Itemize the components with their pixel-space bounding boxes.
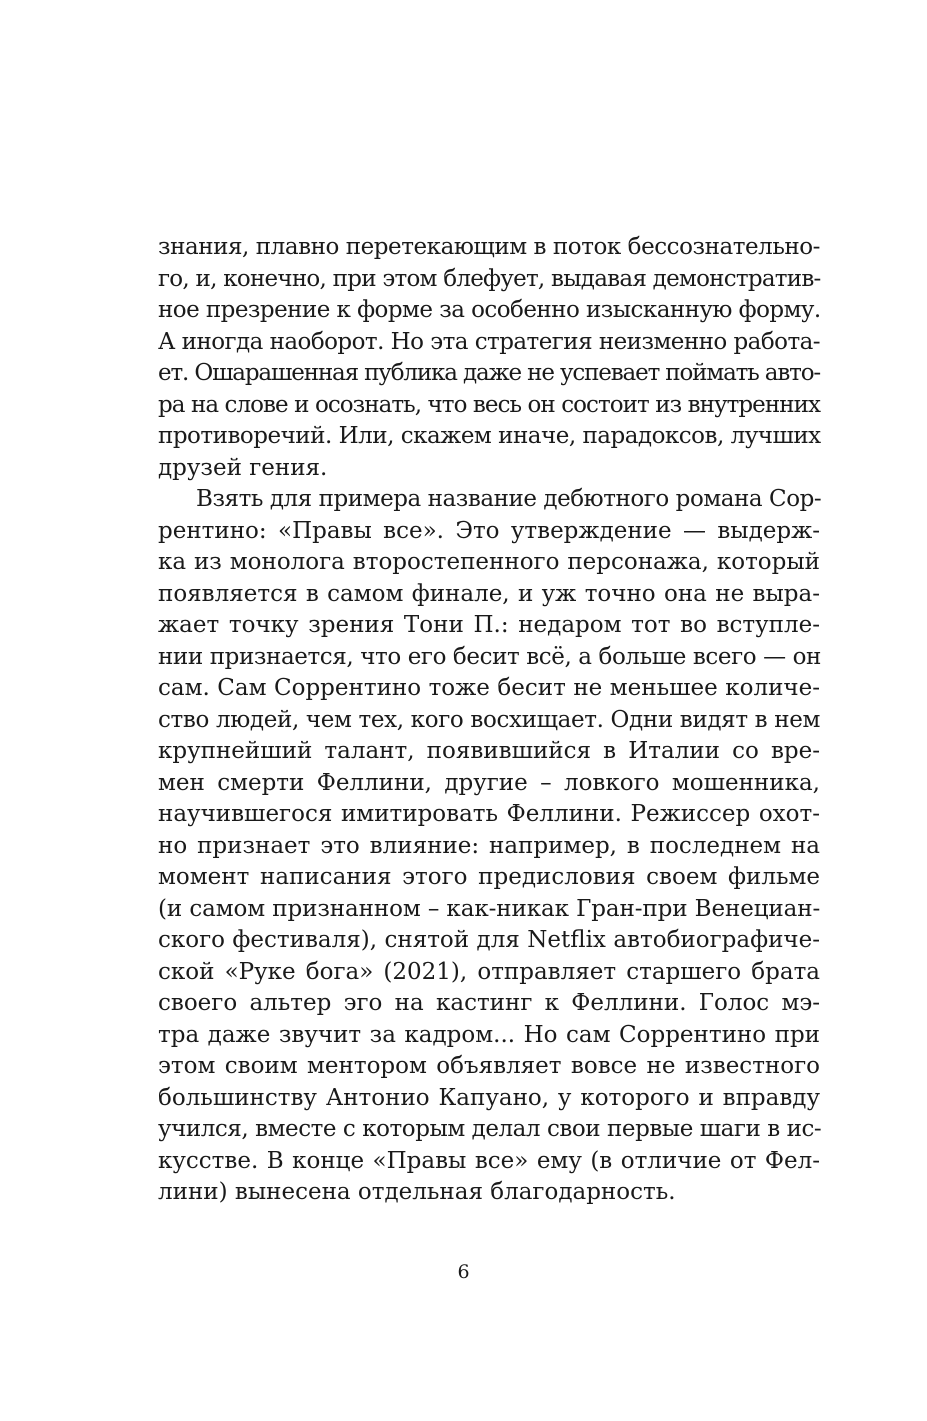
page-number: 6 xyxy=(457,1261,470,1283)
text-line: ской «Руке бога» (2021), отправляет старшего брата xyxy=(158,958,820,985)
text-line: ство людей, чем тех, кого восхищает. Одни видят в нем xyxy=(158,706,820,733)
text-line: научившегося имитировать Феллини. Режиссер охот- xyxy=(158,801,820,827)
text-line: сам. Сам Соррентино тоже бесит не меньшее количе- xyxy=(158,675,820,701)
body-text xyxy=(158,232,820,1209)
text-line: Взять для примера название дебютного романа Сор- xyxy=(196,486,822,512)
text-line: но признает это влияние: например, в последнем на xyxy=(158,832,820,859)
text-line: ра на слове и осознать, что весь он состоит из внутренних xyxy=(158,391,820,418)
text-line: ное презрение к форме за особенно изысканную форму. xyxy=(158,297,821,323)
paragraph-2 xyxy=(158,484,820,1209)
paragraph-1 xyxy=(158,232,820,484)
text-line: лини) вынесена отдельная благодарность. xyxy=(158,1179,676,1205)
text-line: своего альтер эго на кастинг к Феллини. Голос мэ- xyxy=(158,990,820,1016)
text-line: нии признается, что его бесит всё, а больше всего — он xyxy=(158,643,821,670)
text-line: противоречий. Или, скажем иначе, парадоксов, лучших xyxy=(158,423,821,449)
text-line: знания, плавно перетекающим в поток бессознательно- xyxy=(158,234,820,260)
text-line: ского фестиваля), снятой для Netflix автобиографиче- xyxy=(158,927,820,953)
text-line: жает точку зрения Тони П.: недаром тот во вступле- xyxy=(158,612,820,638)
text-line: (и самом признанном – как-никак Гран-при Венециан- xyxy=(158,895,821,922)
text-line: го, и, конечно, при этом блефует, выдавая демонстратив- xyxy=(158,265,821,292)
text-line: появляется в самом финале, и уж точно она не выра- xyxy=(158,580,820,607)
text-line: рентино: «Правы все». Это утверждение — выдерж- xyxy=(158,517,820,544)
text-line: тра даже звучит за кадром... Но сам Соррентино при xyxy=(158,1021,820,1048)
text-line: учился, вместе с которым делал свои первые шаги в ис- xyxy=(158,1116,822,1142)
text-line: этом своим ментором объявляет вовсе не известного xyxy=(158,1053,820,1079)
text-line: А иногда наоборот. Но эта стратегия неизменно работа- xyxy=(158,328,820,355)
text-line: крупнейший талант, появившийся в Италии со вре- xyxy=(158,738,820,764)
text-line: ет. Ошарашенная публика даже не успевает поймать авто- xyxy=(158,360,821,386)
text-line: момент написания этого предисловия своем фильме xyxy=(158,864,820,890)
text-line: мен смерти Феллини, другие – ловкого мошенника, xyxy=(158,769,820,796)
text-line: ка из монолога второстепенного персонажа, который xyxy=(158,549,820,575)
text-line: кусстве. В конце «Правы все» ему (в отличие от Фел- xyxy=(158,1147,820,1174)
text-line: друзей гения. xyxy=(158,454,328,481)
text-line: большинству Антонио Капуано, у которого и вправду xyxy=(158,1084,820,1111)
